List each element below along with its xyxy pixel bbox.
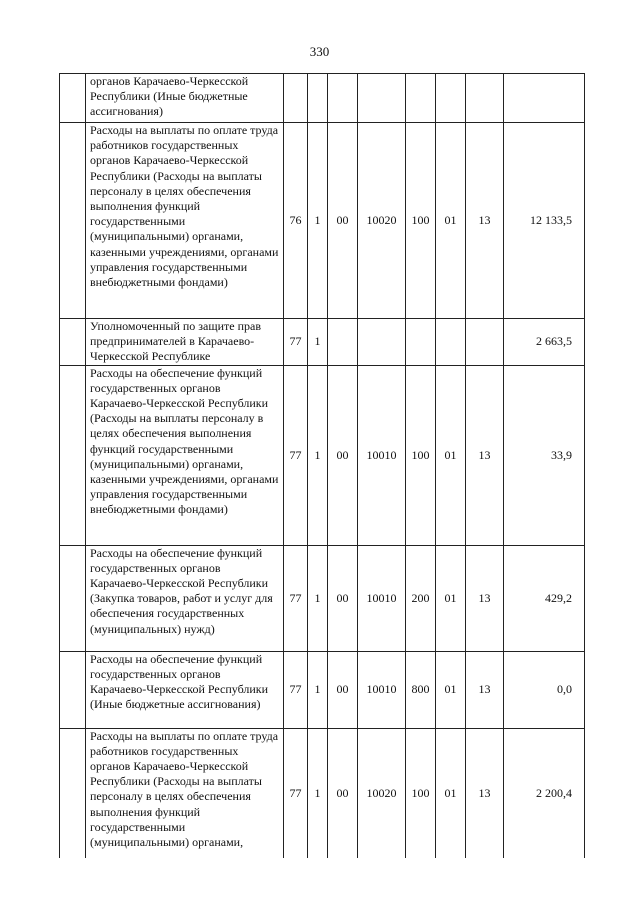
rz-cell: 01 [436, 123, 466, 319]
ce-cell: 10010 [358, 365, 406, 545]
row-description: Уполномоченный по защите прав предпринимателей в Карачаево-Черкесской Республике [86, 319, 284, 366]
rz-cell: 01 [436, 651, 466, 728]
ce-cell [358, 319, 406, 366]
blank-cell [60, 728, 86, 858]
blank-cell [60, 74, 86, 123]
table-row [60, 545, 585, 651]
rz-cell: 01 [436, 365, 466, 545]
row-description: Расходы на обеспечение функций государственных органов Карачаево-Черкесской Республики (Закупка товаров, работ и услуг для обеспечения государственных (муниципальных) нужд) [86, 545, 284, 651]
blank-cell [60, 365, 86, 545]
blank-cell [60, 319, 86, 366]
table-row [60, 74, 585, 123]
gp-cell: 1 [308, 545, 328, 651]
budget-table [59, 73, 585, 858]
ce-cell [358, 74, 406, 123]
pr-cell [466, 319, 504, 366]
gp-cell: 1 [308, 123, 328, 319]
pr-cell [466, 74, 504, 123]
pgp-cell: 00 [328, 123, 358, 319]
amount-cell: 429,2 [504, 545, 585, 651]
amount-cell: 33,9 [504, 365, 585, 545]
gp-cell [308, 74, 328, 123]
amount-cell: 2 663,5 [504, 319, 585, 366]
vr-cell [406, 74, 436, 123]
vr-cell: 100 [406, 123, 436, 319]
table-row [60, 365, 585, 545]
row-description: Расходы на выплаты по оплате труда работников государственных органов Карачаево-Черкесской Республики (Расходы на выплаты персоналу в целях обеспечения выполнения функций государственными (муниципальными) органами, [86, 728, 284, 858]
vr-cell: 100 [406, 365, 436, 545]
vr-cell: 100 [406, 728, 436, 858]
rz-cell [436, 74, 466, 123]
page-number: 330 [309, 44, 330, 59]
ce-cell: 10010 [358, 545, 406, 651]
gp-cell: 1 [308, 365, 328, 545]
gp-cell: 1 [308, 319, 328, 366]
amount-cell: 0,0 [504, 651, 585, 728]
pgp-cell: 00 [328, 365, 358, 545]
ce-cell: 10010 [358, 651, 406, 728]
ce-cell: 10020 [358, 728, 406, 858]
rz-cell: 01 [436, 545, 466, 651]
pgp-cell [328, 74, 358, 123]
ppp-cell: 77 [284, 365, 308, 545]
pr-cell: 13 [466, 365, 504, 545]
ppp-cell: 77 [284, 545, 308, 651]
table-row [60, 728, 585, 858]
amount-cell: 2 200,4 [504, 728, 585, 858]
table-row [60, 123, 585, 319]
table-row [60, 319, 585, 366]
row-description: органов Карачаево-Черкесской Республики (Иные бюджетные ассигнования) [86, 74, 284, 123]
gp-cell: 1 [308, 651, 328, 728]
pgp-cell: 00 [328, 545, 358, 651]
amount-cell [504, 74, 585, 123]
rz-cell [436, 319, 466, 366]
pgp-cell: 00 [328, 651, 358, 728]
row-description: Расходы на обеспечение функций государственных органов Карачаево-Черкесской Республики (Иные бюджетные ассигнования) [86, 651, 284, 728]
blank-cell [60, 545, 86, 651]
ppp-cell: 77 [284, 319, 308, 366]
blank-cell [60, 123, 86, 319]
pgp-cell: 00 [328, 728, 358, 858]
gp-cell: 1 [308, 728, 328, 858]
vr-cell: 200 [406, 545, 436, 651]
pr-cell: 13 [466, 728, 504, 858]
pgp-cell [328, 319, 358, 366]
ppp-cell: 76 [284, 123, 308, 319]
blank-cell [60, 651, 86, 728]
row-description: Расходы на обеспечение функций государственных органов Карачаево-Черкесской Республики (Расходы на выплаты персоналу в целях обеспечения выполнения функций государственными (муниципальными) органами, казенными учреждениями, органами управления государственными внебюджетными фондами) [86, 365, 284, 545]
vr-cell [406, 319, 436, 366]
pr-cell: 13 [466, 123, 504, 319]
ppp-cell: 77 [284, 651, 308, 728]
vr-cell: 800 [406, 651, 436, 728]
table-row [60, 651, 585, 728]
ce-cell: 10020 [358, 123, 406, 319]
pr-cell: 13 [466, 651, 504, 728]
pr-cell: 13 [466, 545, 504, 651]
amount-cell: 12 133,5 [504, 123, 585, 319]
row-description: Расходы на выплаты по оплате труда работников государственных органов Карачаево-Черкесской Республики (Расходы на выплаты персоналу в целях обеспечения выполнения функций государственными (муниципальными) органами, казенными учреждениями, органами управления государственными внебюджетными фондами) [86, 123, 284, 319]
rz-cell: 01 [436, 728, 466, 858]
ppp-cell [284, 74, 308, 123]
ppp-cell: 77 [284, 728, 308, 858]
